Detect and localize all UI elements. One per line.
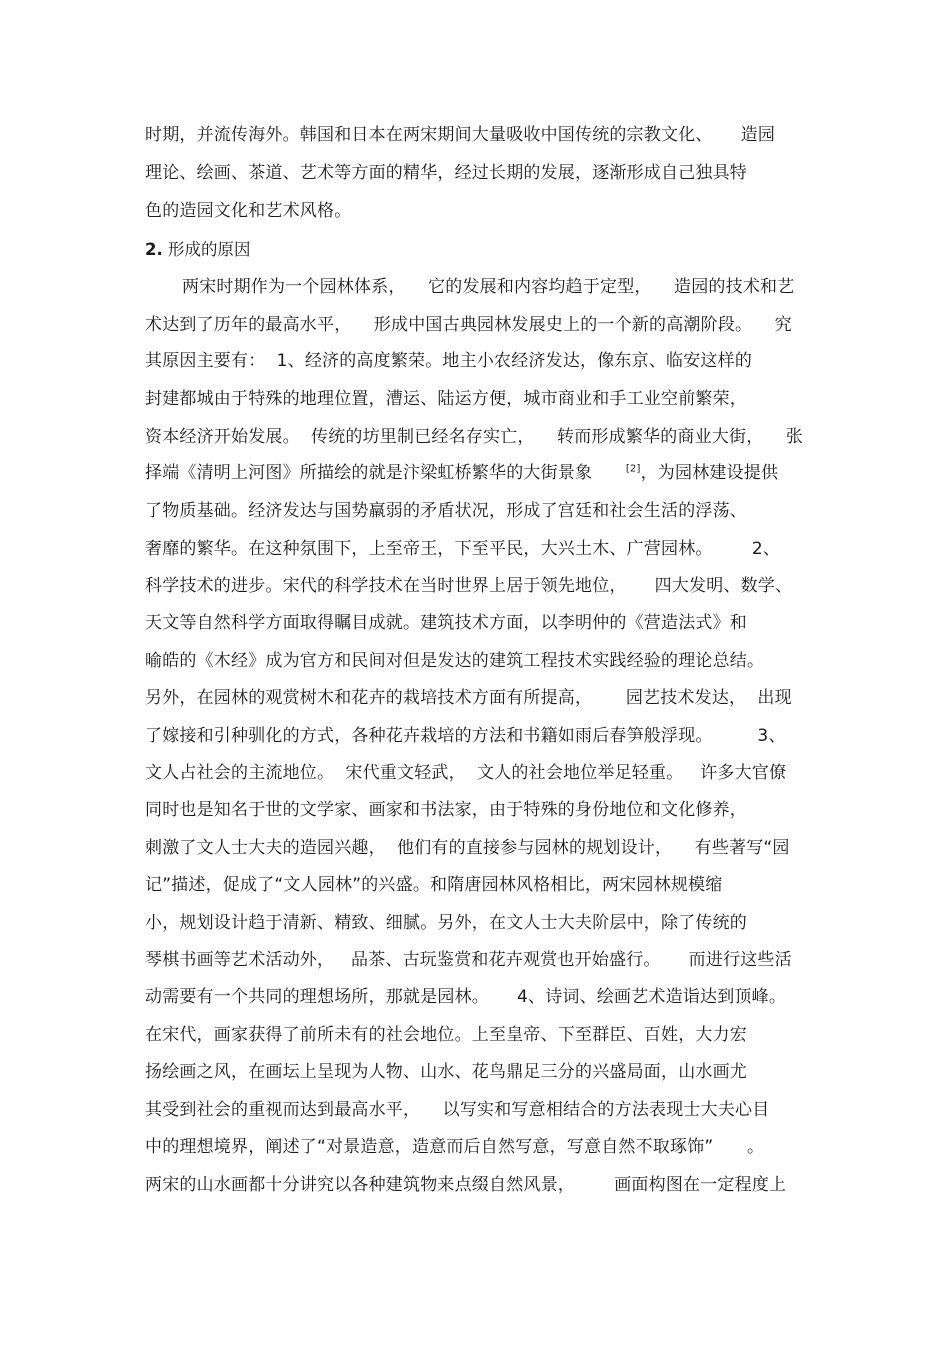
reference-mark[interactable]: [2] [625, 463, 641, 475]
text-segment: 择端《清明上河图》所描绘的就是汴梁虹桥繁华的大街景象 [145, 463, 626, 483]
text-line: 其受到社会的重视而达到最高水平， 以写实和写意相结合的方法表现士大夫心目 [145, 1100, 770, 1120]
text-line: 中的理想境界，阐述了“对景造意，造意而后自然写意，写意自然不取琢饰” 。 [145, 1137, 765, 1157]
text-line: 两宋的山水画都十分讲究以各种建筑物来点缀自然风景， 画面构图在一定程度上 [145, 1175, 787, 1195]
text-line: 刺激了文人士大夫的造园兴趣， 他们有的直接参与园林的规划设计， 有些著写“园 [145, 838, 790, 858]
text-line: 扬绘画之风，在画坛上呈现为人物、山水、花鸟鼎足三分的兴盛局面，山水画尤 [145, 1062, 747, 1082]
text-line: 封建都城由于特殊的地理位置，漕运、陆运方便，城市商业和手工业空前繁荣， [145, 389, 747, 409]
text-line: 术达到了历年的最高水平， 形成中国古典园林发展史上的一个新的高潮阶段。 究 [145, 315, 792, 335]
text-line: 琴棋书画等艺术活动外， 品茶、古玩鉴赏和花卉观赏也开始盛行。 而进行这些活 [145, 950, 792, 970]
text-line: 色的造园文化和艺术风格。 [145, 201, 352, 221]
text-line: 时期，并流传海外。韩国和日本在两宋期间大量吸收中国传统的宗教文化、 造园 [145, 125, 776, 145]
text-line: 同时也是知名于世的文学家、画家和书法家，由于特殊的身份地位和文化修养， [145, 800, 747, 820]
text-line: 动需要有一个共同的理想场所，那就是园林。 4、诗词、绘画艺术造诣达到顶峰。 [145, 987, 787, 1007]
text-line: 在宋代，画家获得了前所未有的社会地位。上至皇帝、下至群臣、百姓，大力宏 [145, 1025, 747, 1045]
text-line: 其原因主要有： 1、经济的高度繁荣。地主小农经济发达，像东京、临安这样的 [145, 351, 753, 371]
text-line: 天文等自然科学方面取得瞩目成就。建筑技术方面，以李明仲的《营造法式》和 [145, 613, 747, 633]
text-line: 喻皓的《木经》成为官方和民间对但是发达的建筑工程技术实践经验的理论总结。 [145, 651, 765, 671]
text-line: 资本经济开始发展。 传统的坊里制已经名存实亡， 转而形成繁华的商业大街， 张 [145, 427, 804, 447]
text-line: 了物质基础。经济发达与国势羸弱的矛盾状况，形成了宫廷和社会生活的浮荡、 [145, 501, 747, 521]
text-line: 了嫁接和引种驯化的方式，各种花卉栽培的方法和书籍如雨后春笋般浮现。 3、 [145, 726, 786, 746]
text-line: 科学技术的进步。宋代的科学技术在当时世界上居于领先地位， 四大发明、数学、 [145, 576, 793, 596]
text-line: 记”描述，促成了“文人园林”的兴盛。和隋唐园林风格相比，两宋园林规模缩 [145, 875, 723, 895]
section-title: 形成的原因 [168, 240, 251, 259]
text-segment: ，为园林建设提供 [640, 463, 779, 483]
text-line: 两宋时期作为一个园林体系， 它的发展和内容均趋于定型， 造园的技术和艺 [182, 277, 795, 297]
text-line: 文人占社会的主流地位。 宋代重文轻武， 文人的社会地位举足轻重。 许多大官僚 [145, 763, 787, 783]
text-line: 小，规划设计趋于清新、精致、细腻。另外，在文人士大夫阶层中，除了传统的 [145, 913, 747, 933]
text-line-with-reference [145, 462, 778, 484]
text-line: 另外，在园林的观赏树木和花卉的栽培技术方面有所提高， 园艺技术发达， 出现 [145, 688, 792, 708]
text-line: 理论、绘画、茶道、艺术等方面的精华，经过长期的发展，逐渐形成自己独具特 [145, 163, 747, 183]
text-line: 奢靡的繁华。在这种氛围下，上至帝王，下至平民，大兴土木、广营园林。 2、 [145, 539, 781, 559]
section-number: 2. [145, 240, 163, 259]
section-heading [145, 239, 251, 261]
